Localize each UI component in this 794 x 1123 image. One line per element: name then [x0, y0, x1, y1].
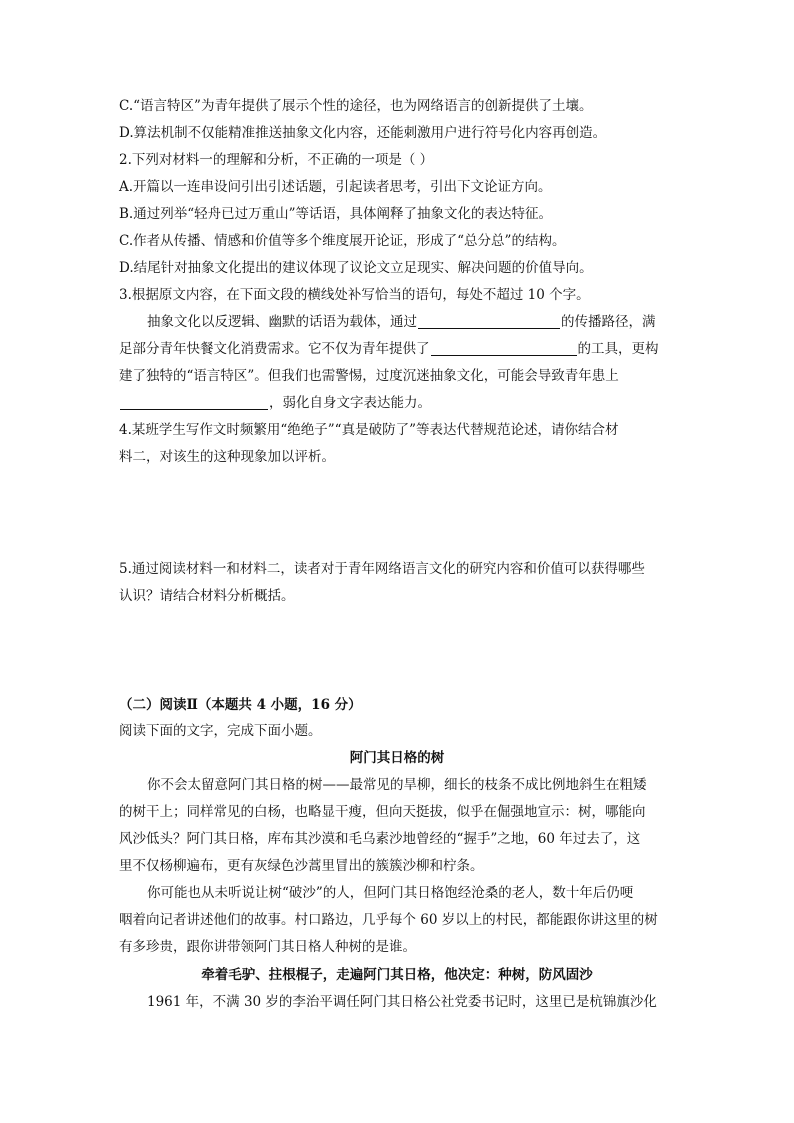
- article-paragraph-1-line-3: 风沙低头？阿门其日格，库布其沙漠和毛乌素沙地曾经的“握手”之地，60 年过去了，这: [119, 831, 641, 847]
- q4-line-1: 4.某班学生写作文时频繁用“绝绝子”“真是破防了”等表达代替规范论述，请你结合材: [119, 422, 619, 438]
- q2-option-d: D.结尾针对抽象文化提出的建议体现了议论文立足现实、解决问题的价值导向。: [119, 260, 593, 276]
- q2-stem: 2.下列对材料一的理解和分析，不正确的一项是（ ）: [119, 152, 434, 168]
- q3-text: 足部分青年快餐文化消费需求。它不仅为青年提供了: [119, 341, 430, 357]
- q5-line-1: 5.通过阅读材料一和材料二，读者对于青年网络语言文化的研究内容和价值可以获得哪些: [119, 561, 645, 577]
- article-paragraph-1-line-1: 你不会太留意阿门其日格的树——最常见的旱柳，细长的枝条不成比例地斜生在粗矮: [147, 777, 647, 793]
- q2-option-c: C.作者从传播、情感和价值等多个维度展开论证，形成了“总分总”的结构。: [119, 233, 566, 249]
- article-paragraph-2-line-1: 你可能也从未听说让树“破沙”的人，但阿门其日格饱经沧桑的老人，数十年后仍哽: [147, 885, 634, 901]
- article-paragraph-1-line-2: 的树干上；同样常见的白杨，也略显干瘦，但向天挺拔，似乎在倔强地宣示：树，哪能向: [119, 804, 646, 820]
- answer-blank-3[interactable]: [120, 395, 268, 410]
- q3-stem: 3.根据原文内容，在下面文段的横线处补写恰当的语句，每处不超过 10 个字。: [119, 287, 590, 303]
- answer-blank-1[interactable]: [418, 314, 560, 329]
- q4-line-2: 料二，对该生的这种现象加以评析。: [119, 449, 335, 465]
- article-subheading: 牵着毛驴、拄根棍子，走遍阿门其日格，他决定：种树，防风固沙: [201, 967, 593, 983]
- q1-option-d: D.算法机制不仅能精准推送抽象文化内容，还能刺激用户进行符号化内容再创造。: [119, 125, 607, 141]
- q3-passage-line-3: 建了独特的“语言特区”。但我们也需警惕，过度沉迷抽象文化，可能会导致青年患上: [119, 368, 619, 384]
- q3-passage-line-2: [119, 340, 679, 358]
- q3-text: 的传播路径，满: [561, 314, 656, 330]
- q3-text: 的工具，更构: [577, 341, 659, 357]
- q2-option-b: B.通过列举“轻舟已过万重山”等话语，具体阐释了抽象文化的表达特征。: [119, 206, 553, 222]
- q1-option-c: C.“语言特区”为青年提供了展示个性的途径，也为网络语言的创新提供了土壤。: [119, 98, 593, 114]
- section-heading: （二）阅读Ⅱ（本题共 4 小题，16 分）: [119, 697, 362, 713]
- article-paragraph-3-line-1: 1961 年，不满 30 岁的李治平调任阿门其日格公社党委书记时，这里已是杭锦旗沙化: [147, 994, 657, 1010]
- section-instruction: 阅读下面的文字，完成下面小题。: [119, 723, 322, 739]
- q3-passage-line-4: [119, 394, 679, 412]
- article-paragraph-2-line-2: 咽着向记者讲述他们的故事。村口路边，几乎每个 60 岁以上的村民，都能跟你讲这里的树: [119, 912, 658, 928]
- q3-passage-line-1: [147, 313, 707, 331]
- q3-text: ，弱化自身文字表达能力。: [269, 395, 431, 411]
- q5-line-2: 认识？请结合材料分析概括。: [119, 588, 295, 604]
- answer-blank-2[interactable]: [431, 341, 577, 356]
- q3-text: 抽象文化以反逻辑、幽默的话语为载体，通过: [147, 314, 417, 330]
- article-title: 阿门其日格的树: [349, 750, 445, 766]
- article-paragraph-2-line-3: 有多珍贵，跟你讲带领阿门其日格人种树的是谁。: [119, 939, 416, 955]
- q2-option-a: A.开篇以一连串设问引出引述话题，引起读者思考，引出下文论证方向。: [119, 179, 552, 195]
- article-paragraph-1-line-4: 里不仅杨柳遍布，更有灰绿色沙蒿里冒出的簇簇沙柳和柠条。: [119, 858, 484, 874]
